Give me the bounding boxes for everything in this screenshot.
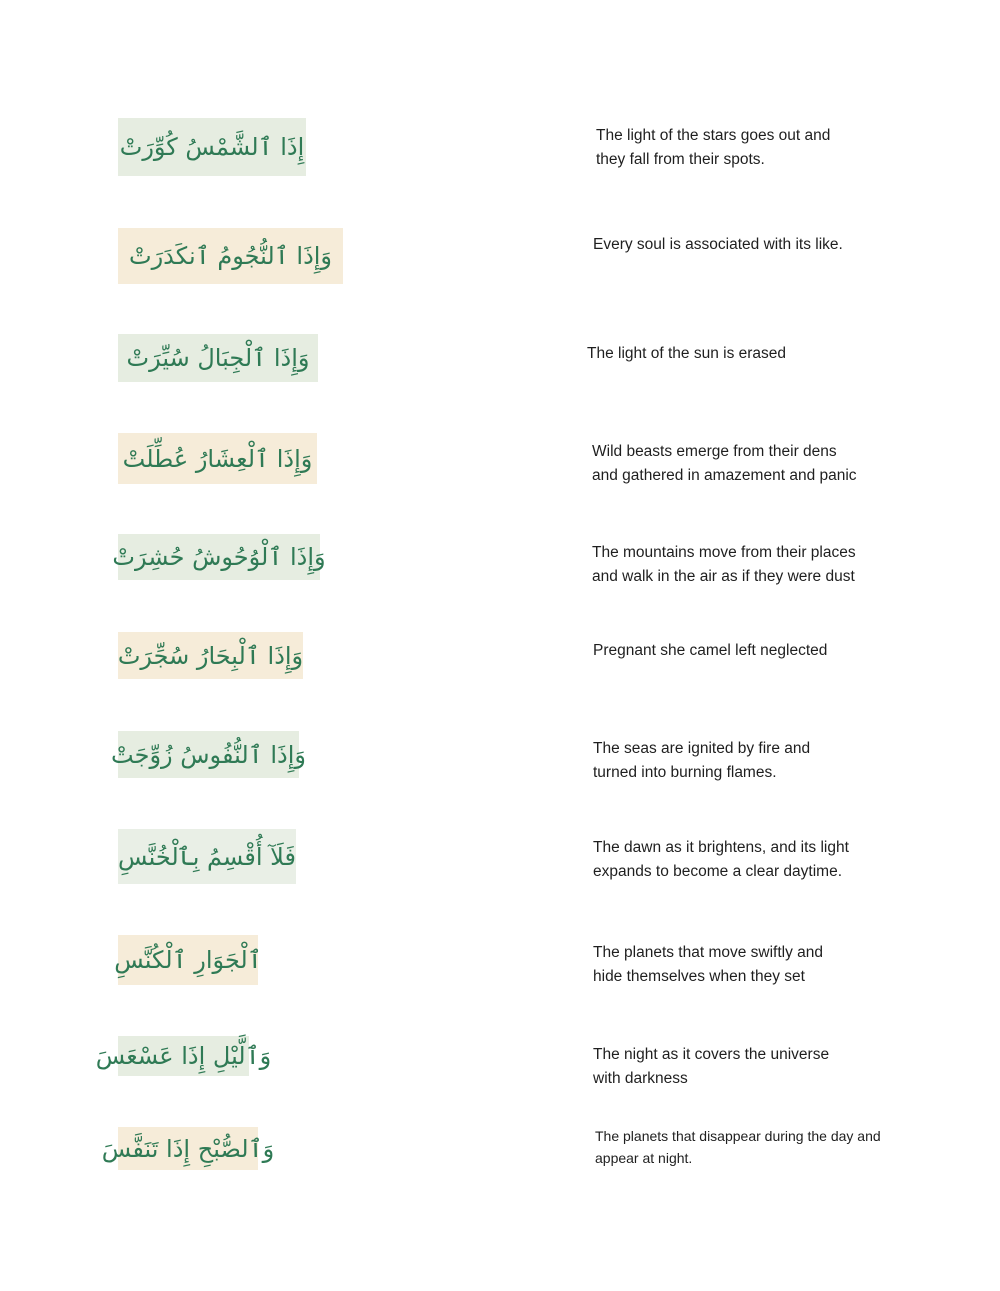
meaning-line: expands to become a clear daytime. [593, 863, 842, 880]
meaning-text-8 [593, 836, 849, 884]
meaning-line: Every soul is associated with its like. [593, 236, 843, 253]
meaning-line: appear at night. [595, 1150, 693, 1166]
meaning-line: hide themselves when they set [593, 968, 805, 985]
meaning-line: The dawn as it brightens, and its light [593, 839, 849, 856]
verse-image-9: ٱلْجَوَارِ ٱلْكُنَّسِ [118, 935, 258, 985]
meaning-line: Wild beasts emerge from their dens [592, 443, 837, 460]
meaning-line: The light of the stars goes out and [596, 127, 831, 144]
verse-image-2: وَإِذَا ٱلنُّجُومُ ٱنكَدَرَتْ [118, 228, 343, 284]
meaning-text-6 [593, 639, 827, 663]
meaning-line: The planets that disappear during the day and [595, 1128, 881, 1144]
meaning-text-11 [595, 1125, 881, 1169]
meaning-line: The light of the sun is erased [587, 345, 787, 362]
meaning-text-4 [592, 440, 857, 488]
meaning-text-1 [596, 124, 830, 172]
meaning-line: The planets that move swiftly and [593, 944, 824, 961]
verse-image-1: إِذَا ٱلشَّمْسُ كُوِّرَتْ [118, 118, 306, 176]
verse-image-10: وَٱلَّيْلِ إِذَا عَسْعَسَ [118, 1036, 249, 1076]
meaning-text-7 [593, 737, 810, 785]
meaning-line: they fall from their spots. [596, 151, 765, 168]
meaning-line: The seas are ignited by fire and [593, 740, 811, 757]
verse-image-11: وَٱلصُّبْحِ إِذَا تَنَفَّسَ [118, 1127, 258, 1170]
verse-image-6: وَإِذَا ٱلْبِحَارُ سُجِّرَتْ [118, 632, 303, 679]
meaning-line: turned into burning flames. [593, 764, 777, 781]
meaning-line: The mountains move from their places [592, 544, 856, 561]
verse-image-5: وَإِذَا ٱلْوُحُوشُ حُشِرَتْ [118, 534, 320, 580]
verse-image-7: وَإِذَا ٱلنُّفُوسُ زُوِّجَتْ [118, 731, 299, 778]
meaning-text-5 [592, 541, 856, 589]
meaning-text-9 [593, 941, 823, 989]
meaning-line: and gathered in amazement and panic [592, 467, 857, 484]
meaning-line: and walk in the air as if they were dust [592, 568, 855, 585]
meaning-text-3 [587, 342, 786, 366]
meaning-line: with darkness [593, 1070, 688, 1087]
verse-image-8: فَلَآ أُقْسِمُ بِٱلْخُنَّسِ [118, 829, 296, 884]
meaning-text-2 [593, 233, 843, 257]
verse-image-3: وَإِذَا ٱلْجِبَالُ سُيِّرَتْ [118, 334, 318, 382]
meaning-text-10 [593, 1043, 829, 1091]
verse-image-4: وَإِذَا ٱلْعِشَارُ عُطِّلَتْ [118, 433, 317, 484]
meaning-line: Pregnant she camel left neglected [593, 642, 828, 659]
meaning-line: The night as it covers the universe [593, 1046, 830, 1063]
